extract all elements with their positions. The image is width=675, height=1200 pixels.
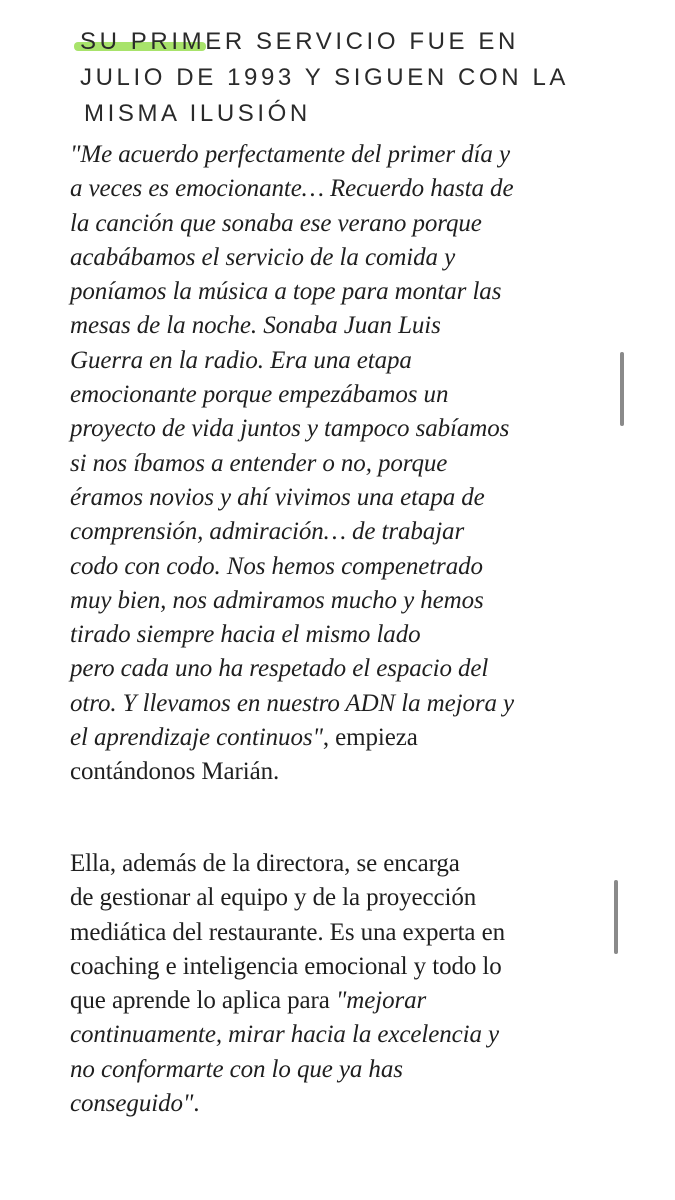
body-quote-line: no conformarte con lo que ya has <box>70 1055 403 1083</box>
quote-line: muy bien, nos admiramos mucho y hemos <box>70 586 484 614</box>
body-quote-end: conseguido" <box>70 1090 194 1118</box>
heading-line-1 <box>80 24 640 60</box>
body-line: de gestionar al equipo y de la proyección <box>70 884 477 912</box>
quote-line: codo con codo. Nos hemos compenetrado <box>70 552 483 580</box>
body-line-mixed <box>70 1087 630 1121</box>
quote-line: pero cada uno ha respetado el espacio del <box>70 655 489 683</box>
heading-text-rest: ER SERVICIO FUE EN <box>205 28 519 55</box>
quote-line: emocionante porque empezábamos un <box>70 381 449 409</box>
heading-line-2: JULIO DE 1993 Y SIGUEN CON LA <box>80 64 569 91</box>
quote-line: otro. Y llevamos en nuestro ADN la mejora y <box>70 689 515 717</box>
quote-line: "Me acuerdo perfectamente del primer día y <box>70 141 510 168</box>
quote-line: acabábamos el servicio de la comida y <box>70 243 456 271</box>
quote-line-mixed <box>70 721 630 755</box>
body-quote-start: "mejorar <box>335 987 427 1015</box>
quote-end: el aprendizaje continuos" <box>70 724 323 752</box>
quote-line: Guerra en la radio. Era una etapa <box>70 346 412 374</box>
body-line: Ella, además de la directora, se encarga <box>70 850 460 877</box>
scrollbar-thumb[interactable] <box>620 352 624 426</box>
scrollbar-thumb[interactable] <box>614 880 618 954</box>
quote-line: tirado siempre hacia el mismo lado <box>70 621 421 649</box>
heading-text-highlighted: SU PRIM <box>80 28 206 55</box>
attribution-end: contándonos Marián. <box>70 758 280 786</box>
quote-line: comprensión, admiración… de trabajar <box>70 518 465 546</box>
quote-line: la canción que sonaba ese verano porque <box>70 209 482 237</box>
body-line: coaching e inteligencia emocional y todo lo <box>70 952 502 980</box>
quote-line: proyecto de vida juntos y tampoco sabíamos <box>70 415 510 443</box>
attribution-start: , empieza <box>322 724 418 752</box>
quote-line: si nos íbamos a entender o no, porque <box>70 449 448 477</box>
body-line-mixed <box>70 984 630 1018</box>
body-period: . <box>193 1090 200 1118</box>
section-heading <box>80 24 640 132</box>
body-paragraph <box>70 847 630 1121</box>
body-quote-line: continuamente, mirar hacia la excelencia y <box>70 1021 499 1049</box>
quote-text <box>70 138 630 721</box>
body-line: mediática del restaurante. Es una experta en <box>70 918 505 946</box>
quote-line: poníamos la música a tope para montar las <box>70 278 502 306</box>
heading-line-3: MISMA ILUSIÓN <box>84 100 311 127</box>
quote-paragraph <box>70 138 630 790</box>
quote-line: mesas de la noche. Sonaba Juan Luis <box>70 312 441 340</box>
heading-highlighted-text <box>80 24 205 60</box>
quote-line: éramos novios y ahí vivimos una etapa de <box>70 483 485 511</box>
quote-line: a veces es emocionante… Recuerdo hasta de <box>70 175 514 203</box>
body-text: que aprende lo aplica para <box>70 987 336 1015</box>
